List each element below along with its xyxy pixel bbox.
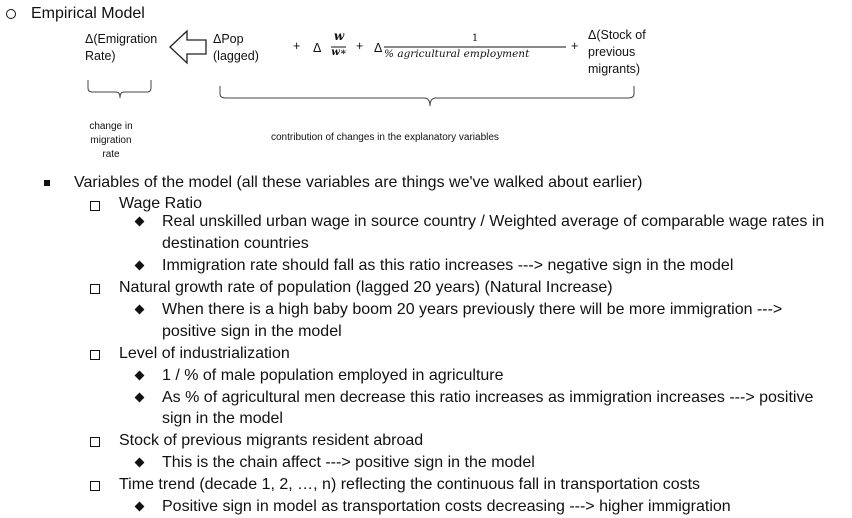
equation-lhs-line1: Δ(Emigration [85,32,158,46]
intro-bullet-icon [44,180,50,186]
brace-label-left-3: rate [102,149,120,160]
fraction-denominator: % agricultural employment [384,48,530,60]
brace-label-left-2: migration [90,135,132,146]
variable-point-continued: destination countries [162,235,309,252]
equation-employment-delta: Δ [374,41,383,55]
left-arrow-icon [170,31,206,63]
fraction-numerator: 1 [471,33,479,44]
section-heading: Empirical Model [31,5,145,22]
variable-point: This is the chain affect ---> positive sign in the model [162,454,535,471]
variable-point: Immigration rate should fall as this ratio increases ---> negative sign in the model [162,257,734,274]
equation-pop-line2: (lagged) [213,49,259,63]
square-bullet-icon [90,350,100,360]
variable-title: Stock of previous migrants resident abroad [119,432,424,449]
variable-point: As % of agricultural men decrease this ratio increases as immigration increases ---> positive [162,389,814,406]
variable-point-continued: positive sign in the model [162,323,342,340]
lhs-brace [88,80,151,98]
equation-lhs-line2: Rate) [85,49,116,63]
square-bullet-icon [90,201,100,211]
square-bullet-icon [90,437,100,447]
variable-point: Positive sign in model as transportation costs decreasing ---> higher immigration [162,498,731,515]
variable-title: Level of industrialization [119,345,290,362]
square-bullet-icon [90,481,100,491]
variables-intro: Variables of the model (all these variables are things we've walked about earlier) [74,174,643,191]
variable-point: 1 / % of male population employed in agriculture [162,367,504,384]
variable-point: When there is a high baby boom 20 years previously there will be more immigration ---> [162,301,783,318]
variable-point: Real unskilled urban wage in source country / Weighted average of comparable wage rates in [162,213,825,230]
variable-title: Wage Ratio [119,195,202,212]
square-bullet-icon [90,284,100,294]
equation-stock-line1: Δ(Stock of [588,28,646,42]
equation-stock-line3: migrants) [588,62,641,76]
equation-plus-1: + [293,39,301,53]
wage-numerator: w [333,29,345,43]
equation-wage-delta: Δ [313,41,322,55]
variable-title: Time trend (decade 1, 2, …, n) reflecting the continuous fall in transportation costs [119,476,701,493]
brace-label-left-1: change in [89,121,133,132]
equation-stock-line2: previous [588,45,636,59]
equation-plus-3: + [571,39,579,53]
variable-title: Natural growth rate of population (lagged 20 years) (Natural Increase) [119,279,613,296]
explanatory-brace [220,86,634,106]
equation-pop-line1: ΔPop [213,32,244,46]
variable-point-continued: sign in the model [162,410,283,427]
brace-label-right: contribution of changes in the explanatory variables [271,132,499,143]
equation-plus-2: + [356,39,364,53]
wage-denominator: w∗ [331,47,347,58]
